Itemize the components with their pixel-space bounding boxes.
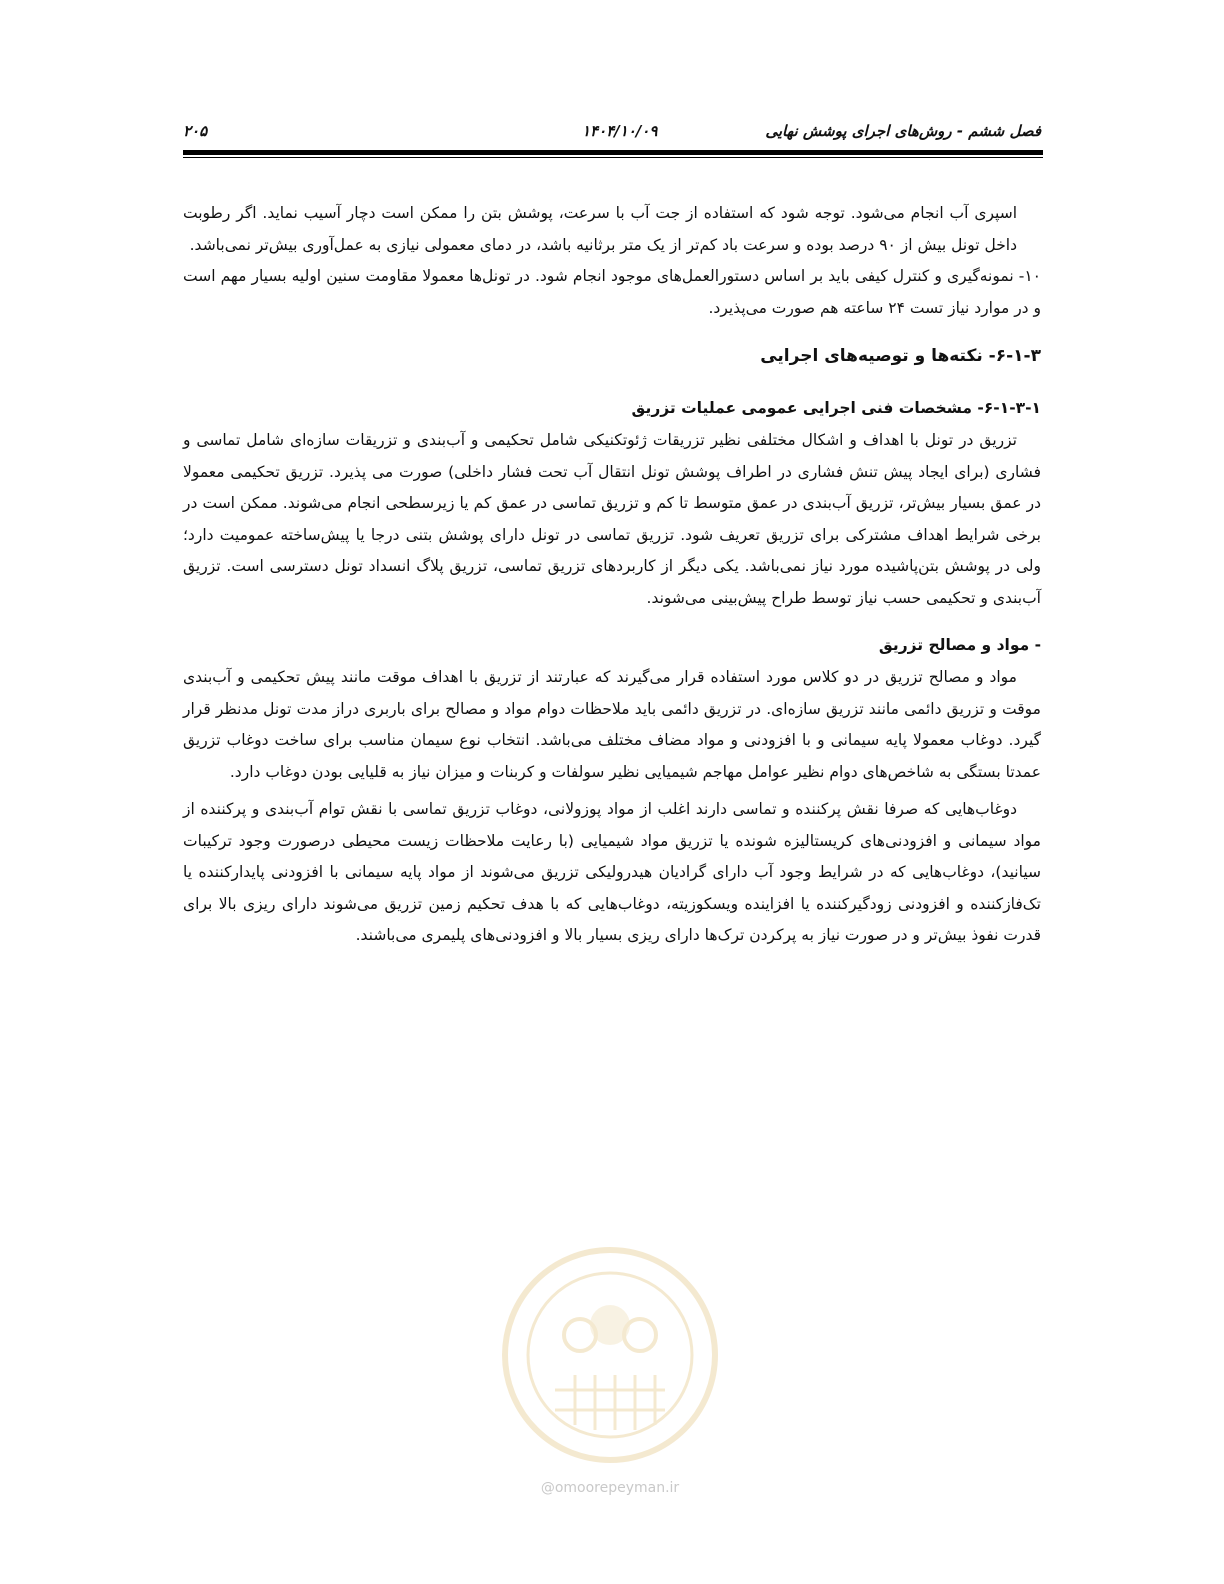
header-rule-thick [183, 150, 1043, 155]
page-number: ۲۰۵ [183, 122, 208, 140]
paragraph-grouting-intro: تزریق در تونل با اهداف و اشکال مختلفی نظیر تزریقات ژئوتکنیکی شامل تحکیمی و آب‌بندی و تزریقات سازه‌ای شامل تماسی و فشاری (برای ایجاد پیش تنش فشاری در اطراف پوشش تونل انتقال آب تحت فشار داخلی) صورت می پذیرد. تزریق تحکیمی معمولا در عمق بسیار بیش‌تر، تزریق آب‌بندی در عمق متوسط تا کم و تزریق تماسی در عمق کم یا زیرسطحی انجام می‌شوند. ممکن است در برخی شرایط اهداف مشترکی برای تزریق تعریف شود. تزریق تماسی در تونل دارای پوشش بتنی درجا یا پیش‌ساخته عمومیت دارد؛ ولی در پوشش بتن‌پاشیده مورد نیاز نمی‌باشد. یکی دیگر از کاربردهای تزریق تماسی، تزریق پلاگ انسداد تونل دسترسی است. تزریق آب‌بندی و تحکیمی حسب نیاز توسط طراح پیش‌بینی می‌شوند. [183, 431, 1041, 607]
paragraph-grout-types: دوغاب‌هایی که صرفا نقش پرکننده و تماسی دارند اغلب از مواد پوزولانی، دوغاب تزریق تماسی با نقش توام آب‌بندی و پرکننده از مواد سیمانی و افزودنی‌های کریستالیزه شونده یا تزریق مواد شیمیایی (با رعایت ملاحظات زیست محیطی درصورت وجود ترکیبات سیانید)، دوغاب‌هایی که در شرایط وجود آب دارای گرادیان هیدرولیکی تزریق می‌شوند از مواد پایه سیمانی با افزودنی پایدارکننده یا تک‌فازکننده و افزودنی زودگیرکننده یا افزاینده ویسکوزیته، دوغاب‌هایی که با هدف تحکیم زمین تزریق می‌شوند دارای ریزی بالا برای قدرت نفوذ بیش‌تر و در صورت نیاز به پرکردن ترک‌ها دارای ریزی بسیار بالا و افزودنی‌های پلیمری می‌باشند. [183, 800, 1041, 944]
heading-grout-materials: - مواد و مصالح تزریق [878, 636, 1041, 654]
running-header-chapter: فصل ششم - روش‌های اجرای پوشش نهایی [765, 122, 1041, 140]
paragraph-curing: اسپری آب انجام می‌شود. توجه شود که استفاده از جت آب با سرعت، پوشش بتن را ممکن است دچار آسیب نماید. اگر رطوبت داخل تونل بیش از ۹۰ درصد بوده و سرعت باد کم‌تر از یک متر برثانیه باشد، در دمای معمولی نیازی به عمل‌آوری بیش‌تر نمی‌باشد. [183, 204, 1017, 254]
body-content [183, 198, 1041, 952]
paragraph-grout-classes: مواد و مصالح تزریق در دو کلاس مورد استفاده قرار می‌گیرند که عبارتند از تزریق با اهداف موقت مانند پیش تحکیمی و آب‌بندی موقت و تزریق دائمی مانند تزریق سازه‌ای. در تزریق دائمی باید ملاحظات دوام مواد و مصالح برای باربری دراز مدت تونل مدنظر قرار گیرد. دوغاب معمولا پایه سیمانی و با افزودنی و مواد مضاف مختلف می‌باشد. انتخاب نوع سیمان مناسب برای ساخت دوغاب تزریق عمدتا بستگی به شاخص‌های دوام نظیر عوامل مهاجم شیمیایی نظیر سولفات و کربنات و میزان نیاز به قلیایی بودن دوغاب دارد. [183, 668, 1041, 781]
header-rule-thin [183, 157, 1043, 158]
list-item-10: ۱۰- نمونه‌گیری و کنترل کیفی باید بر اساس دستورالعمل‌های موجود انجام شود. در تونل‌ها معمولا مقاومت سنین اولیه بسیار مهم است و در موارد نیاز تست ۲۴ ساعته هم صورت می‌پذیرد. [183, 267, 1041, 317]
watermark-seal [495, 1240, 725, 1470]
watermark-text: @omoorepeyman.ir [540, 1480, 680, 1496]
section-heading-6-1-3: ۶-۱-۳- نکته‌ها و توصیه‌های اجرایی [760, 346, 1041, 366]
subsection-heading-6-1-3-1: ۶-۱-۳-۱- مشخصات فنی اجرایی عمومی عملیات تزریق [631, 399, 1041, 417]
running-header-date: ۱۴۰۴/۱۰/۰۹ [582, 122, 658, 140]
